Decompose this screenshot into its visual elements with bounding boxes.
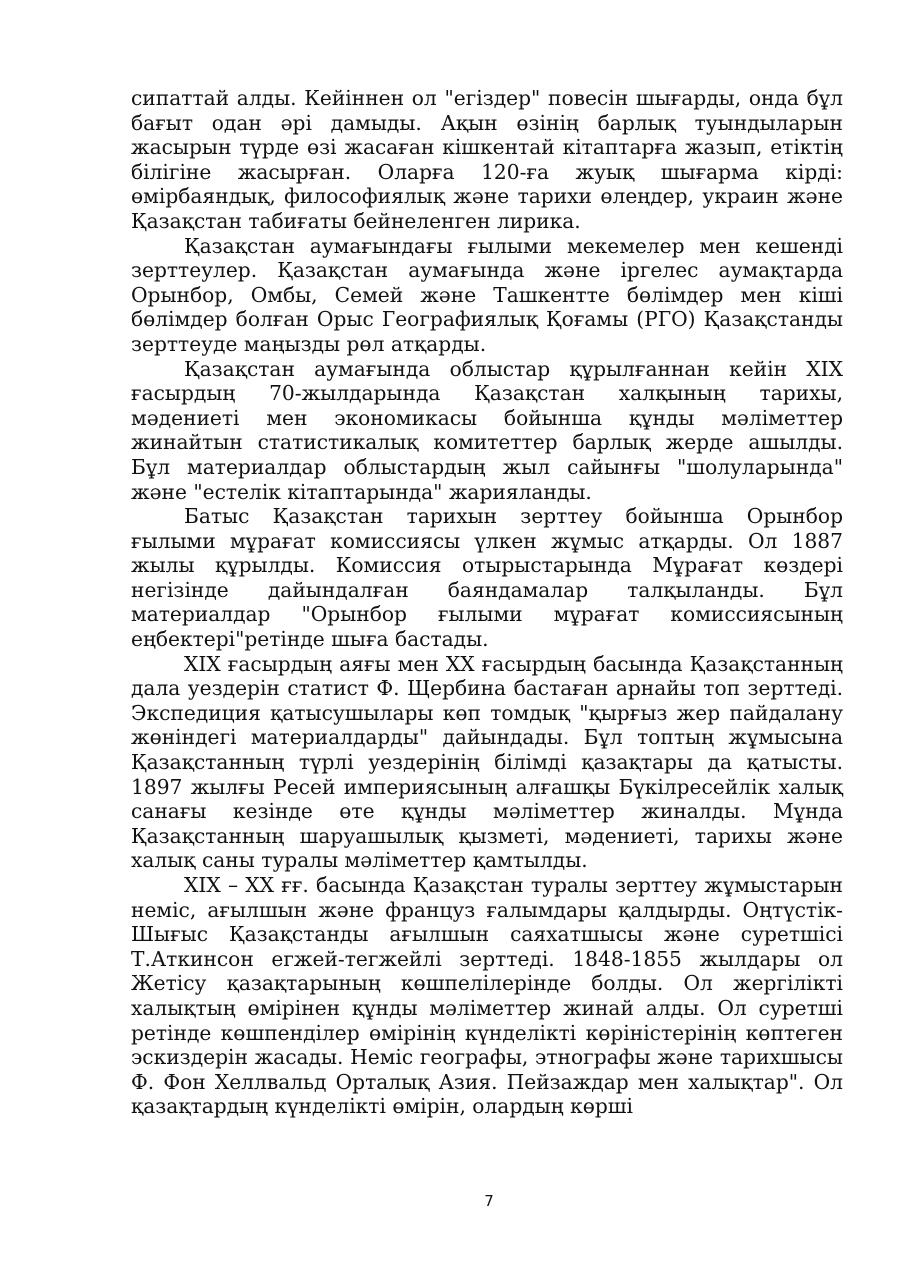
- paragraph: XIX ғасырдың аяғы мен XX ғасырдың басында Қазақстанның дала уездерін статист Ф. Щербина бастаған арнайы топ зерттеді. Экспедиция қатысушылары көп томдық "қырғыз жер пайдалану жөніндегі материалдарды" дайындады. Бұл топтың жұмысына Қазақстанның түрлі уездерінің білімді қазақтары да қатысты. 1897 жылғы Ресей империясының алғашқы Бүкілресейлік халық санағы кезінде өте құнды мәліметтер жиналды. Мұнда Қазақстанның шаруашылық қызметі, мәдениеті, тарихы және халық саны туралы мәліметтер қамтылды.: [131, 651, 843, 873]
- page-number: 7: [484, 1192, 494, 1210]
- document-page: [131, 86, 843, 1119]
- paragraph: XIX – XX ғғ. басында Қазақстан туралы зерттеу жұмыстарын неміс, ағылшын және француз ғалымдары қалдырды. Оңтүстік-Шығыс Қазақстанды ағылшын саяхатшысы және суретшісі Т.Аткинсон егжей-тегжейлі зерттеді. 1848-1855 жылдары ол Жетісу қазақтарының көшпелілерінде болды. Ол жергілікті халықтың өмірінен құнды мәліметтер жинай алды. Ол суретші ретінде көшпенділер өмірінің күнделікті көріністерінің көптеген эскиздерін жасады. Неміс географы, этнографы және тарихшысы Ф. Фон Хеллвальд Орталық Азия. Пейзаждар мен халықтар". Ол қазақтардың күнделікті өмірін, олардың көрші: [131, 873, 843, 1119]
- paragraph: Қазақстан аумағындағы ғылыми мекемелер мен кешенді зерттеулер. Қазақстан аумағында және іргелес аумақтарда Орынбор, Омбы, Семей және Ташкентте бөлімдер мен кіші бөлімдер болған Орыс Географиялық Қоғамы (РГО) Қазақстанды зерттеуде маңызды рөл атқарды.: [131, 233, 843, 356]
- paragraph: сипаттай алды. Кейіннен ол "егіздер" повесін шығарды, онда бұл бағыт одан әрі дамыды. Ақын өзінің барлық туындыларын жасырын түрде өзі жасаған кішкентай кітаптарға жазып, етіктің білігіне жасырған. Оларға 120-ға жуық шығарма кірді: өмірбаяндық, философиялық және тарихи өлеңдер, украин және Қазақстан табиғаты бейнеленген лирика.: [131, 86, 843, 233]
- paragraph: Батыс Қазақстан тарихын зерттеу бойынша Орынбор ғылыми мұрағат комиссиясы үлкен жұмыс атқарды. Ол 1887 жылы құрылды. Комиссия отырыстарында Мұрағат көздері негізінде дайындалған баяндамалар талқыланды. Бұл материалдар "Орынбор ғылыми мұрағат комиссиясының еңбектері"ретінде шыға бастады.: [131, 504, 843, 652]
- paragraph: Қазақстан аумағында облыстар құрылғаннан кейін XIX ғасырдың 70-жылдарында Қазақстан халқының тарихы, мәдениеті мен экономикасы бойынша құнды мәліметтер жинайтын статистикалық комитеттер барлық жерде ашылды. Бұл материалдар облыстардың жыл сайынғы "шолуларында" және "естелік кітаптарында" жарияланды.: [131, 356, 843, 504]
